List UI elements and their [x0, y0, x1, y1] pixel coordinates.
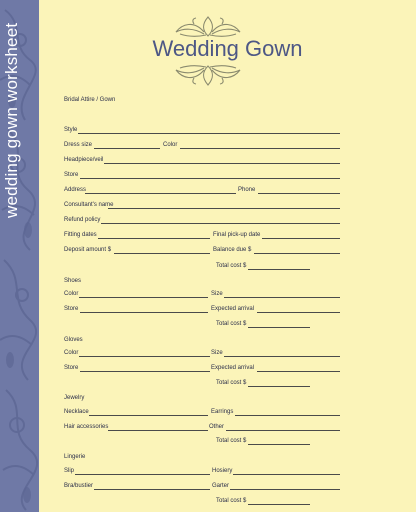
consultant-label: Consultant's name — [64, 202, 114, 208]
section-lingerie: Lingerie — [64, 454, 86, 460]
shoes-store-row — [64, 306, 374, 314]
deposit-row — [64, 247, 374, 255]
shoes-arrival-field[interactable] — [257, 312, 340, 313]
gloves-color-size-row — [64, 350, 374, 358]
total-field[interactable] — [248, 269, 310, 270]
balance-label: Balance due $ — [213, 247, 252, 253]
shoes-size-field[interactable] — [224, 297, 340, 298]
shoes-store-label: Store — [64, 306, 79, 312]
gloves-size-label: Size — [211, 350, 223, 356]
hair-other-row — [64, 424, 374, 432]
gloves-store-field[interactable] — [80, 371, 210, 372]
garter-field[interactable] — [230, 489, 340, 490]
gloves-total-field[interactable] — [248, 386, 310, 387]
shoes-color-size-row — [64, 291, 374, 299]
hair-accessories-label: Hair accessories — [64, 424, 109, 430]
garter-label: Garter — [212, 483, 230, 489]
total-label: Total cost $ — [216, 263, 247, 269]
store-label: Store — [64, 172, 79, 178]
color-field[interactable] — [180, 148, 340, 149]
dress-size-field[interactable] — [94, 148, 160, 149]
necklace-earrings-row — [64, 409, 374, 417]
gloves-total-row — [64, 380, 374, 388]
color-label: Color — [163, 142, 178, 148]
sidebar-panel — [0, 0, 39, 512]
style-field[interactable] — [78, 133, 340, 134]
gloves-arrival-label: Expected arrival — [211, 365, 255, 371]
consultant-row — [64, 202, 374, 210]
refund-field[interactable] — [101, 223, 340, 224]
sidebar-title-wrap — [2, 22, 39, 218]
store-field[interactable] — [80, 178, 340, 179]
shoes-total-field[interactable] — [248, 327, 310, 328]
slip-label: Slip — [64, 468, 75, 474]
worksheet — [39, 0, 416, 512]
address-label: Address — [64, 187, 87, 193]
phone-field[interactable] — [258, 193, 340, 194]
gloves-total-label: Total cost $ — [216, 380, 247, 386]
fitting-row — [64, 232, 374, 240]
consultant-field[interactable] — [108, 208, 340, 209]
jewelry-total-label: Total cost $ — [216, 438, 247, 444]
necklace-field[interactable] — [89, 415, 208, 416]
shoes-total-label: Total cost $ — [216, 321, 247, 327]
jewelry-total-row — [64, 438, 374, 446]
refund-label: Refund policy — [64, 217, 101, 223]
style-row — [64, 127, 374, 135]
earrings-label: Earrings — [211, 409, 234, 415]
shoes-arrival-label: Expected arrival — [211, 306, 255, 312]
section-gloves: Gloves — [64, 337, 83, 343]
style-label: Style — [64, 127, 78, 133]
lingerie-total-label: Total cost $ — [216, 498, 247, 504]
address-phone-row — [64, 187, 374, 195]
bra-bustier-field[interactable] — [94, 489, 210, 490]
bra-garter-row — [64, 483, 374, 491]
deposit-label: Deposit amount $ — [64, 247, 112, 253]
dress-size-label: Dress size — [64, 142, 93, 148]
ornament-bottom-icon — [172, 62, 244, 88]
refund-row — [64, 217, 374, 225]
gloves-color-label: Color — [64, 350, 79, 356]
shoes-color-field[interactable] — [79, 297, 208, 298]
headpiece-row — [64, 157, 374, 165]
necklace-label: Necklace — [64, 409, 89, 415]
hosiery-label: Hosiery — [212, 468, 233, 474]
hair-accessories-field[interactable] — [108, 430, 208, 431]
shoes-store-field[interactable] — [80, 312, 208, 313]
bra-bustier-label: Bra/bustier — [64, 483, 94, 489]
gloves-size-field[interactable] — [224, 356, 340, 357]
section-jewelry: Jewelry — [64, 395, 85, 401]
lingerie-total-row — [64, 498, 374, 506]
deposit-field[interactable] — [114, 253, 210, 254]
gloves-store-row — [64, 365, 374, 373]
balance-field[interactable] — [254, 253, 340, 254]
phone-label: Phone — [238, 187, 256, 193]
slip-hosiery-row — [64, 468, 374, 476]
other-label: Other — [209, 424, 225, 430]
gloves-color-field[interactable] — [79, 356, 210, 357]
slip-field[interactable] — [75, 474, 210, 475]
address-field[interactable] — [85, 193, 236, 194]
shoes-total-row — [64, 321, 374, 329]
shoes-size-label: Size — [211, 291, 223, 297]
fitting-field[interactable] — [98, 238, 210, 239]
lingerie-total-field[interactable] — [248, 504, 310, 505]
gloves-arrival-field[interactable] — [257, 371, 340, 372]
section-shoes: Shoes — [64, 278, 82, 284]
total-row — [64, 263, 374, 271]
shoes-color-label: Color — [64, 291, 79, 297]
page-title: Wedding Gown — [152, 36, 303, 61]
jewelry-total-field[interactable] — [248, 444, 310, 445]
sidebar-title: wedding gown worksheet — [2, 22, 21, 218]
store-row — [64, 172, 374, 180]
hosiery-field[interactable] — [233, 474, 340, 475]
final-pickup-field[interactable] — [262, 238, 340, 239]
size-color-row — [64, 142, 374, 150]
headpiece-field[interactable] — [104, 163, 340, 164]
final-pickup-label: Final pick-up date — [213, 232, 261, 238]
gloves-store-label: Store — [64, 365, 79, 371]
fitting-label: Fitting dates — [64, 232, 97, 238]
earrings-field[interactable] — [235, 415, 340, 416]
section-bridal-attire: Bridal Attire / Gown — [64, 97, 116, 103]
other-field[interactable] — [226, 430, 340, 431]
headpiece-label: Headpiece/veil — [64, 157, 104, 163]
